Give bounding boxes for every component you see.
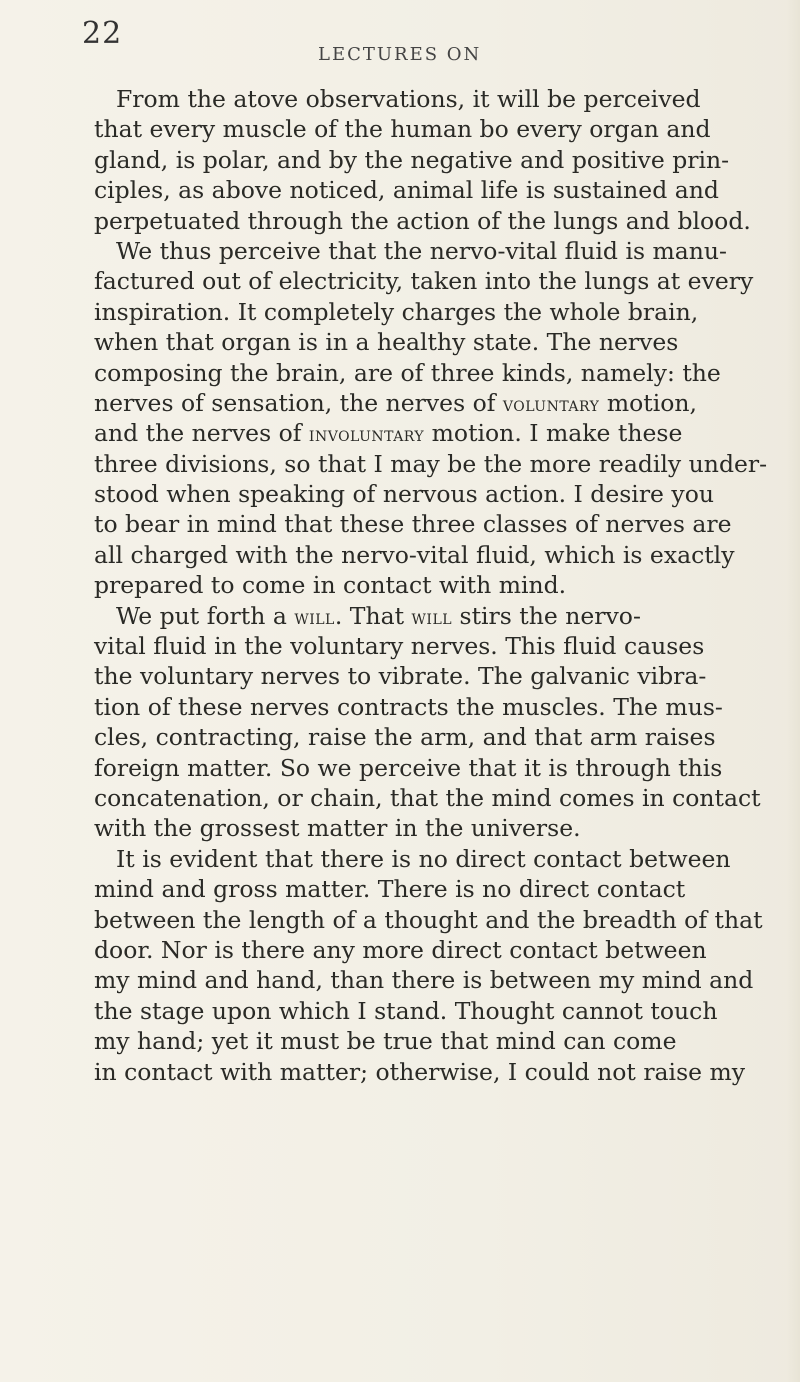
page-edge-shadow bbox=[786, 0, 800, 1382]
text-line: that every muscle of the human bo every organ and bbox=[94, 115, 711, 144]
text-line: the stage upon which I stand. Thought cannot touch bbox=[94, 996, 718, 1025]
running-head: LECTURES ON bbox=[318, 44, 482, 65]
text-segment: nerves of sensation, the nerves of bbox=[94, 388, 503, 417]
text-line: in contact with matter; otherwise, I could not raise my bbox=[94, 1057, 746, 1086]
text-line: concatenation, or chain, that the mind comes in contact bbox=[94, 783, 761, 812]
text-line: all charged with the nervo-vital fluid, which is exactly bbox=[94, 540, 735, 569]
text-segment: motion. I make these bbox=[424, 419, 683, 448]
small-caps-word: voluntary bbox=[502, 391, 600, 416]
text-line: my mind and hand, than there is between my mind and bbox=[94, 966, 754, 995]
text-line: ciples, as above noticed, animal life is sustained and bbox=[94, 176, 719, 205]
text-line: with the grossest matter in the universe. bbox=[94, 814, 581, 843]
text-segment: stirs the nervo- bbox=[452, 601, 641, 630]
text-line: between the length of a thought and the breadth of that bbox=[94, 905, 763, 934]
text-segment: and the nerves of bbox=[94, 419, 309, 448]
text-line: factured out of electricity, taken into the lungs at every bbox=[94, 267, 754, 296]
text-line: the voluntary nerves to vibrate. The galvanic vibra- bbox=[94, 662, 707, 691]
small-caps-word: involuntary bbox=[308, 422, 425, 447]
text-line: door. Nor is there any more direct contact between bbox=[94, 935, 707, 964]
text-line: mind and gross matter. There is no direct contact bbox=[94, 875, 686, 904]
text-line bbox=[94, 418, 764, 448]
small-caps-word: will bbox=[411, 604, 453, 629]
text-segment: motion, bbox=[599, 388, 698, 417]
text-line: stood when speaking of nervous action. I desire you bbox=[94, 480, 714, 509]
text-line: my hand; yet it must be true that mind can come bbox=[94, 1027, 677, 1056]
text-line: prepared to come in contact with mind. bbox=[94, 571, 567, 600]
text-line: three divisions, so that I may be the more readily under- bbox=[94, 449, 768, 478]
text-line: cles, contracting, raise the arm, and that arm raises bbox=[94, 723, 716, 752]
text-line: tion of these nerves contracts the muscles. The mus- bbox=[94, 692, 723, 721]
text-line: composing the brain, are of three kinds, namely: the bbox=[94, 358, 721, 387]
text-line: It is evident that there is no direct contact between bbox=[116, 844, 731, 873]
text-line: inspiration. It completely charges the whole brain, bbox=[94, 297, 699, 326]
small-caps-word: will bbox=[294, 604, 335, 629]
text-line: From the atove observations, it will be perceived bbox=[116, 85, 701, 113]
text-line bbox=[94, 388, 764, 418]
text-line: perpetuated through the action of the lungs and blood. bbox=[94, 206, 751, 235]
text-line: We thus perceive that the nervo-vital fluid is manu- bbox=[116, 236, 727, 265]
text-line: foreign matter. So we perceive that it is through this bbox=[94, 753, 723, 782]
page-number: 22 bbox=[82, 16, 123, 51]
text-line: to bear in mind that these three classes of nerves are bbox=[94, 510, 732, 539]
text-line: gland, is polar, and by the negative and positive prin- bbox=[94, 145, 730, 174]
body-text bbox=[94, 84, 768, 1087]
text-segment: . That bbox=[334, 601, 412, 630]
text-segment: We put forth a bbox=[116, 601, 295, 630]
text-line bbox=[94, 601, 764, 631]
text-line: when that organ is in a healthy state. The nerves bbox=[94, 328, 679, 357]
text-line: vital fluid in the voluntary nerves. This fluid causes bbox=[94, 632, 705, 661]
